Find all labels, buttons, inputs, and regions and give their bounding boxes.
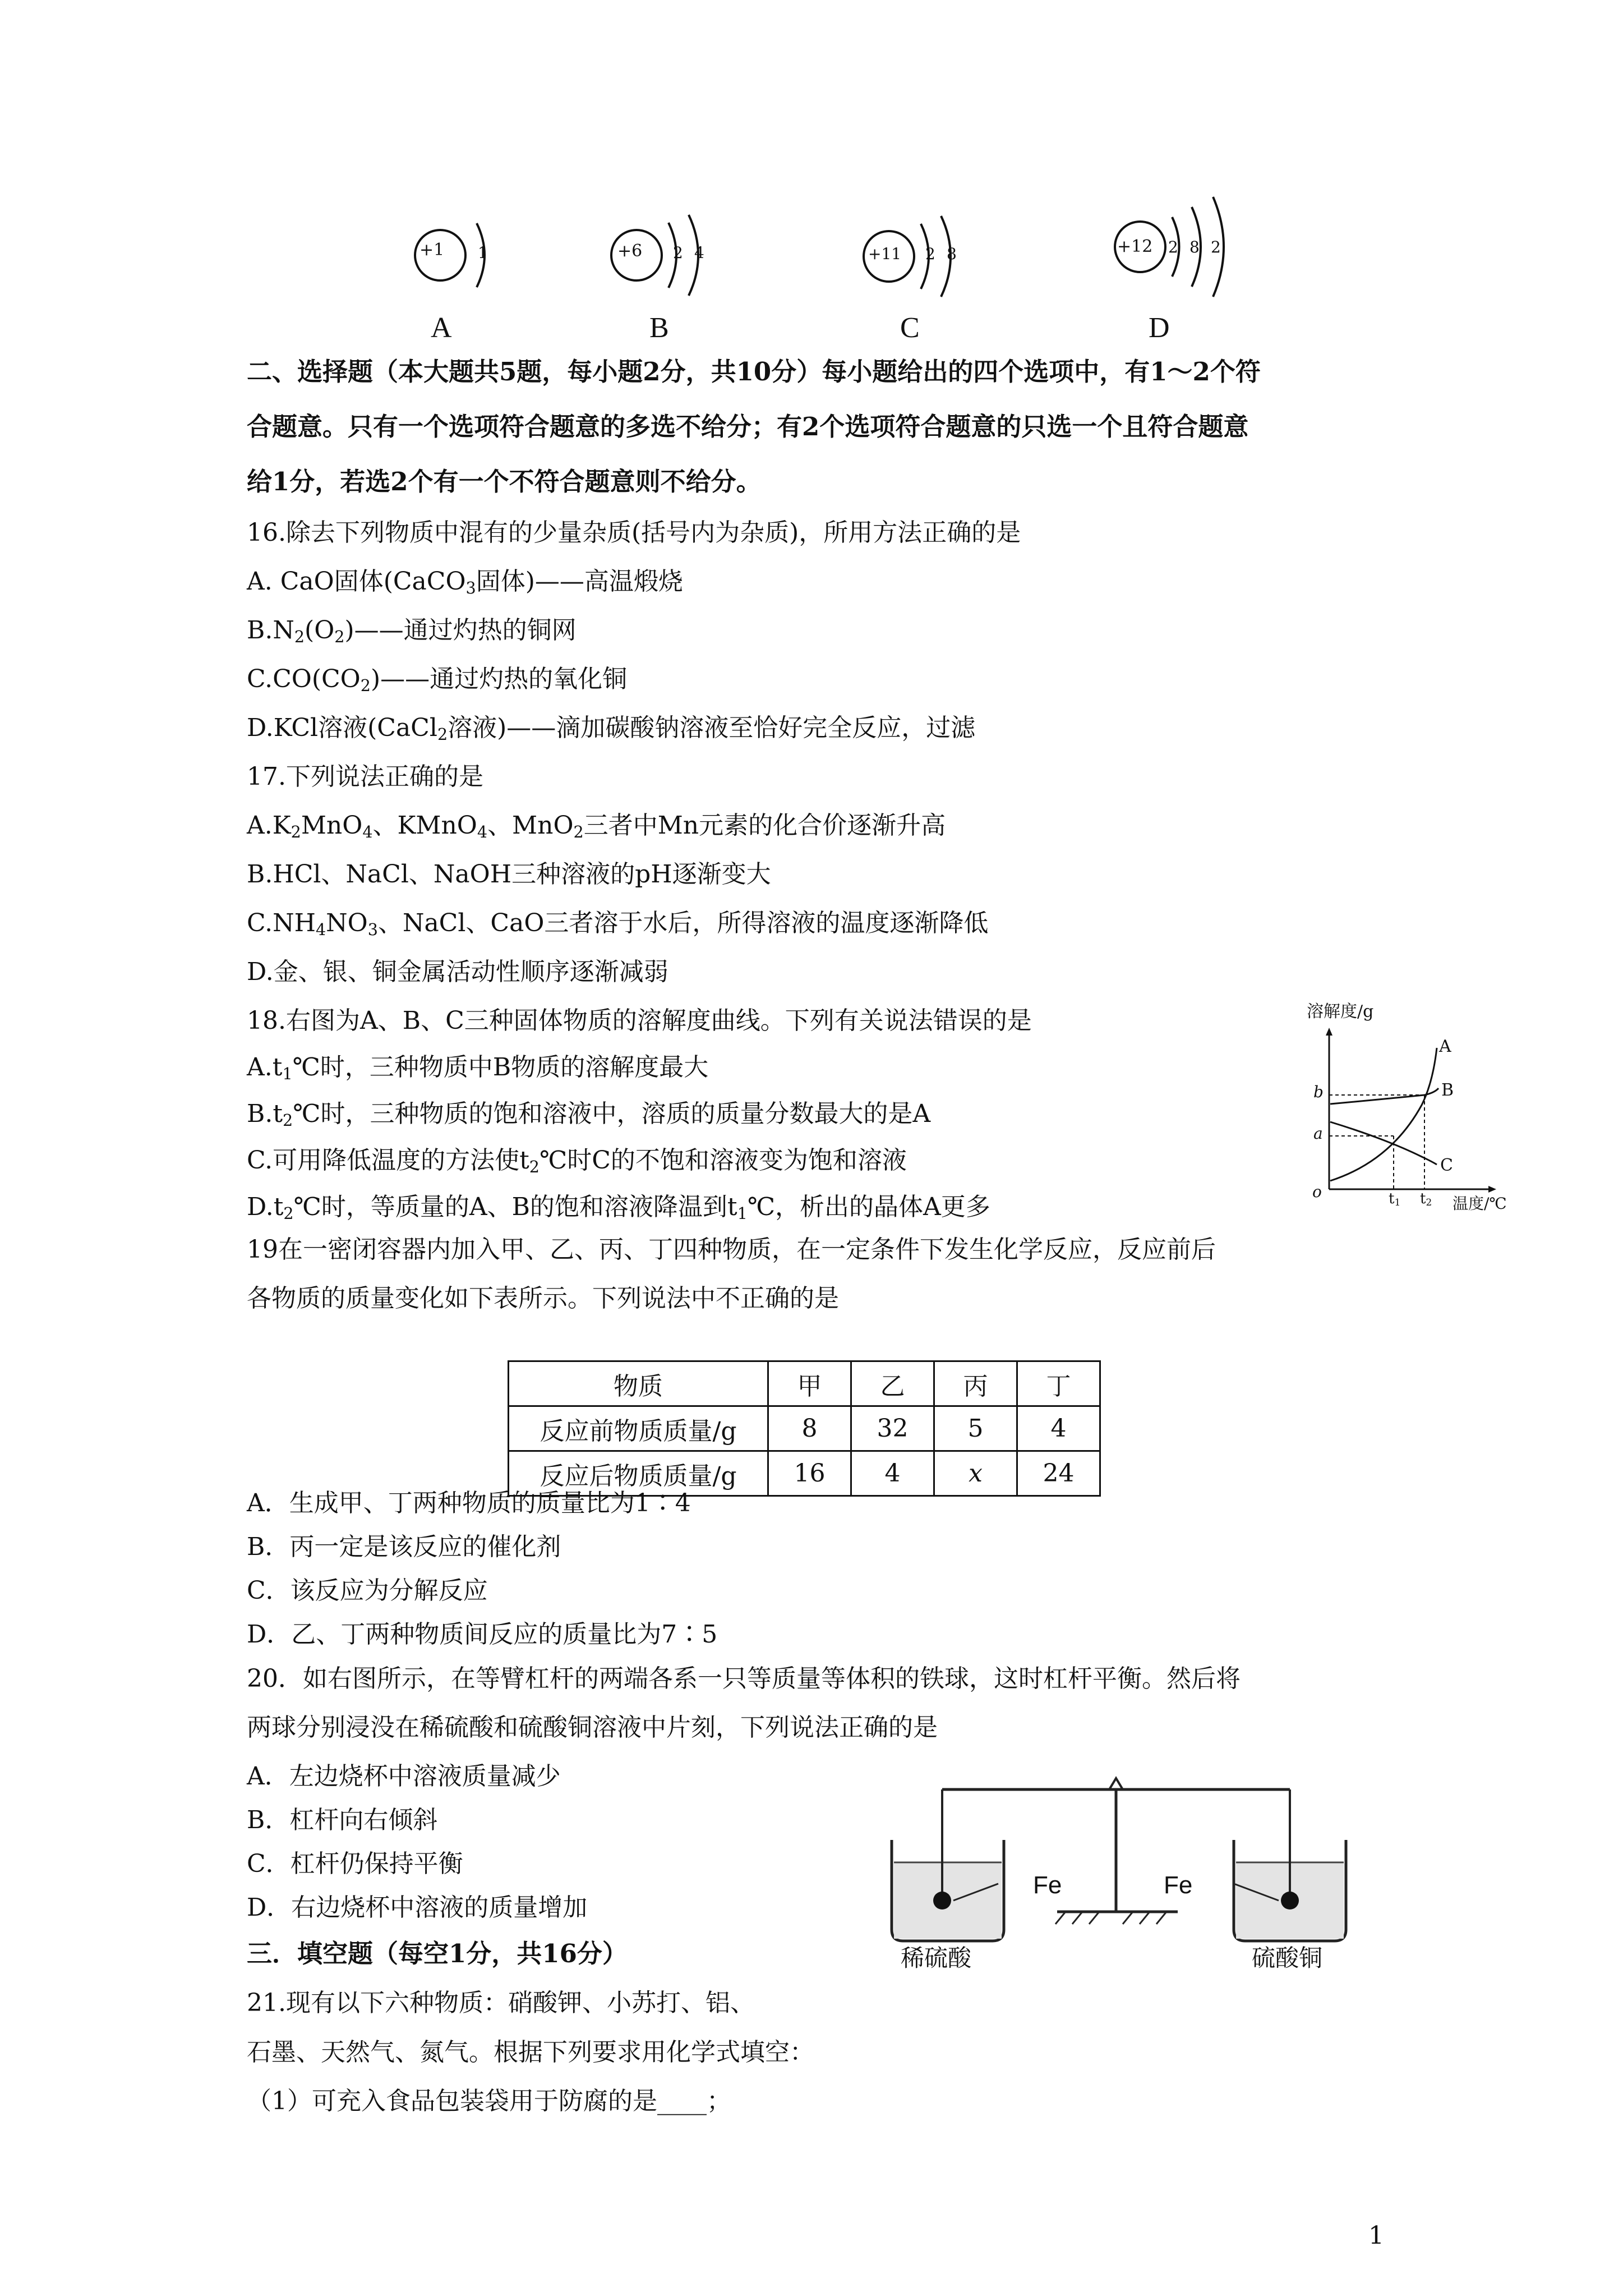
atom-c-shell-1: 2 [925, 245, 935, 263]
table-cell: 乙 [851, 1361, 934, 1406]
q16-option-d: D.KCl溶液(CaCl$_2$溶液)——滴加碳酸钠溶液至恰好完全反应，过滤 [247, 714, 976, 744]
left-beaker-label: 稀硫酸 [901, 1944, 972, 1972]
atom-b-nucleus: +6 [617, 241, 643, 261]
q20-line2: 两球分别浸没在稀硫酸和硫酸铜溶液中片刻，下列说法正确的是 [247, 1713, 938, 1742]
table-header-row [509, 1361, 1100, 1406]
graph-t2-label: $t_2$ [1420, 1190, 1432, 1208]
lever-figure [875, 1761, 1380, 1972]
q19-option-c: C．该反应为分解反应 [247, 1576, 488, 1605]
page-number: 1 [1368, 2221, 1384, 2250]
curve-a-label: A [1439, 1037, 1451, 1056]
section2-line3: 给1分，若选2个有一个不符合题意则不给分。 [247, 467, 762, 496]
atom-a-nucleus: +1 [419, 240, 445, 260]
q17-option-d: D.金、银、铜金属活动性顺序逐渐减弱 [247, 958, 668, 986]
q18-stem: 18.右图为A、B、C三种固体物质的溶解度曲线。下列有关说法错误的是 [247, 1006, 1032, 1035]
q21-item1: （1）可充入食品包装袋用于防腐的是____； [247, 2087, 731, 2115]
atom-b-label: B [649, 312, 669, 344]
graph-ylabel: 溶解度/g [1307, 1002, 1374, 1022]
atom-d-shell-3: 2 [1211, 238, 1221, 256]
atom-c-shell-2: 8 [947, 245, 957, 263]
atom-a-shell-1: 1 [478, 243, 488, 262]
atom-a-label: A [431, 312, 452, 344]
graph-a-tick: a [1313, 1124, 1323, 1143]
section3-heading: 三．填空题（每空1分，共16分） [247, 1939, 628, 1968]
section2-line1: 二、选择题（本大题共5题，每小题2分，共10分）每小题给出的四个选项中，有1～2个符 [247, 357, 1261, 386]
mass-table [508, 1360, 1101, 1497]
table-cell: 物质 [509, 1361, 768, 1406]
atom-d-shell-1: 2 [1168, 238, 1178, 256]
atom-c-label: C [900, 312, 920, 344]
curve-b-line [1330, 1088, 1438, 1104]
atom-c-nucleus: +11 [868, 245, 902, 263]
q20-line1: 20．如右图所示，在等臂杠杆的两端各系一只等质量等体积的铁球，这时杠杆平衡。然后将 [247, 1664, 1241, 1693]
q16-option-a: A. CaO固体(CaCO$_3$固体)——高温煅烧 [247, 567, 683, 598]
fe-left-label: Fe [1033, 1871, 1062, 1899]
q18-option-b: $B.t_2℃$时，三种物质的饱和溶液中，溶质的质量分数最大的是A [247, 1099, 931, 1130]
q20-option-b: B．杠杆向右倾斜 [247, 1806, 438, 1834]
q17-option-c: $C.NH_4NO_3$、NaCl、CaO三者溶于水后，所得溶液的温度逐渐降低 [247, 909, 989, 940]
q21-line1: 21.现有以下六种物质：硝酸钾、小苏打、铝、 [247, 1989, 755, 2017]
curve-c-line [1330, 1122, 1437, 1165]
lever-figure-svg [875, 1761, 1380, 1969]
table-cell: 24 [1017, 1451, 1100, 1496]
table-cell: 丁 [1017, 1361, 1100, 1406]
graph-xlabel: 温度/℃ [1453, 1194, 1507, 1213]
q18-option-d: $D.t_2℃$时，等质量的A、B的饱和溶液降温到$t_1℃$，析出的晶体A更多 [247, 1193, 990, 1223]
solubility-graph [1307, 999, 1531, 1234]
curve-a-line [1330, 1048, 1437, 1181]
table-cell: 4 [1017, 1406, 1100, 1451]
q17-option-b: B.HCl、NaCl、NaOH三种溶液的pH逐渐变大 [247, 860, 771, 889]
q20-option-c: C．杠杆仍保持平衡 [247, 1849, 463, 1878]
q16-option-b: $B.N_2(O_2)——$通过灼热的铜网 [247, 616, 577, 647]
q20-option-a: A．左边烧杯中溶液质量减少 [247, 1762, 561, 1791]
q18-option-a: $A.t_1℃$时，三种物质中B物质的溶解度最大 [247, 1053, 709, 1084]
q21-line2: 石墨、天然气、氮气。根据下列要求用化学式填空： [247, 2038, 814, 2067]
q18-option-c: C.可用降低温度的方法使$t_2℃$时C的不饱和溶液变为饱和溶液 [247, 1146, 907, 1177]
fe-right-label: Fe [1164, 1871, 1193, 1899]
q19-line2: 各物质的质量变化如下表所示。下列说法中不正确的是 [247, 1284, 839, 1313]
table-cell: x [934, 1451, 1017, 1496]
curve-c-label: C [1440, 1156, 1453, 1175]
table-row [509, 1406, 1100, 1451]
q17-option-a: $A.K_2MnO_4$、KMnO$_4$、MnO$_2$三者中Mn元素的化合价逐渐升高 [247, 811, 946, 842]
q20-option-d: D．右边烧杯中溶液的质量增加 [247, 1893, 588, 1922]
curve-b-label: B [1441, 1080, 1454, 1100]
atom-b-shell-2: 4 [694, 243, 704, 262]
table-cell: 16 [768, 1451, 851, 1496]
atom-d-label: D [1149, 312, 1170, 344]
section2-line2: 合题意。只有一个选项符合题意的多选不给分；有2个选项符合题意的只选一个且符合题意 [247, 412, 1249, 441]
table-cell: 5 [934, 1406, 1017, 1451]
q19-option-d: D．乙、丁两种物质间反应的质量比为7∶5 [247, 1620, 718, 1649]
q19-option-a: A．生成甲、丁两种物质的质量比为1∶4 [247, 1489, 691, 1517]
right-beaker-label: 硫酸铜 [1252, 1944, 1323, 1972]
table-cell: 甲 [768, 1361, 851, 1406]
graph-b-tick: b [1313, 1083, 1324, 1101]
atom-d-shell-2: 8 [1189, 238, 1200, 256]
graph-origin: o [1312, 1182, 1322, 1201]
q16-option-c: $C.CO(CO_2)——$通过灼热的氧化铜 [247, 665, 628, 696]
graph-t1-label: $t_1$ [1389, 1190, 1401, 1208]
q17-stem: 17.下列说法正确的是 [247, 762, 483, 791]
table-cell: 4 [851, 1451, 934, 1496]
q16-stem: 16.除去下列物质中混有的少量杂质(括号内为杂质)，所用方法正确的是 [247, 518, 1021, 547]
atom-d-nucleus: +12 [1117, 237, 1153, 256]
q19-line1: 19在一密闭容器内加入甲、乙、丙、丁四种物质，在一定条件下发生化学反应，反应前后 [247, 1235, 1216, 1264]
table-cell: 8 [768, 1406, 851, 1451]
table-cell: 反应前物质质量/g [509, 1406, 768, 1451]
q19-option-b: B．丙一定是该反应的催化剂 [247, 1533, 561, 1561]
table-cell: 反应后物质质量/g [509, 1451, 768, 1496]
table-cell: 32 [851, 1406, 934, 1451]
table-cell: 丙 [934, 1361, 1017, 1406]
atom-b-shell-1: 2 [673, 243, 683, 262]
